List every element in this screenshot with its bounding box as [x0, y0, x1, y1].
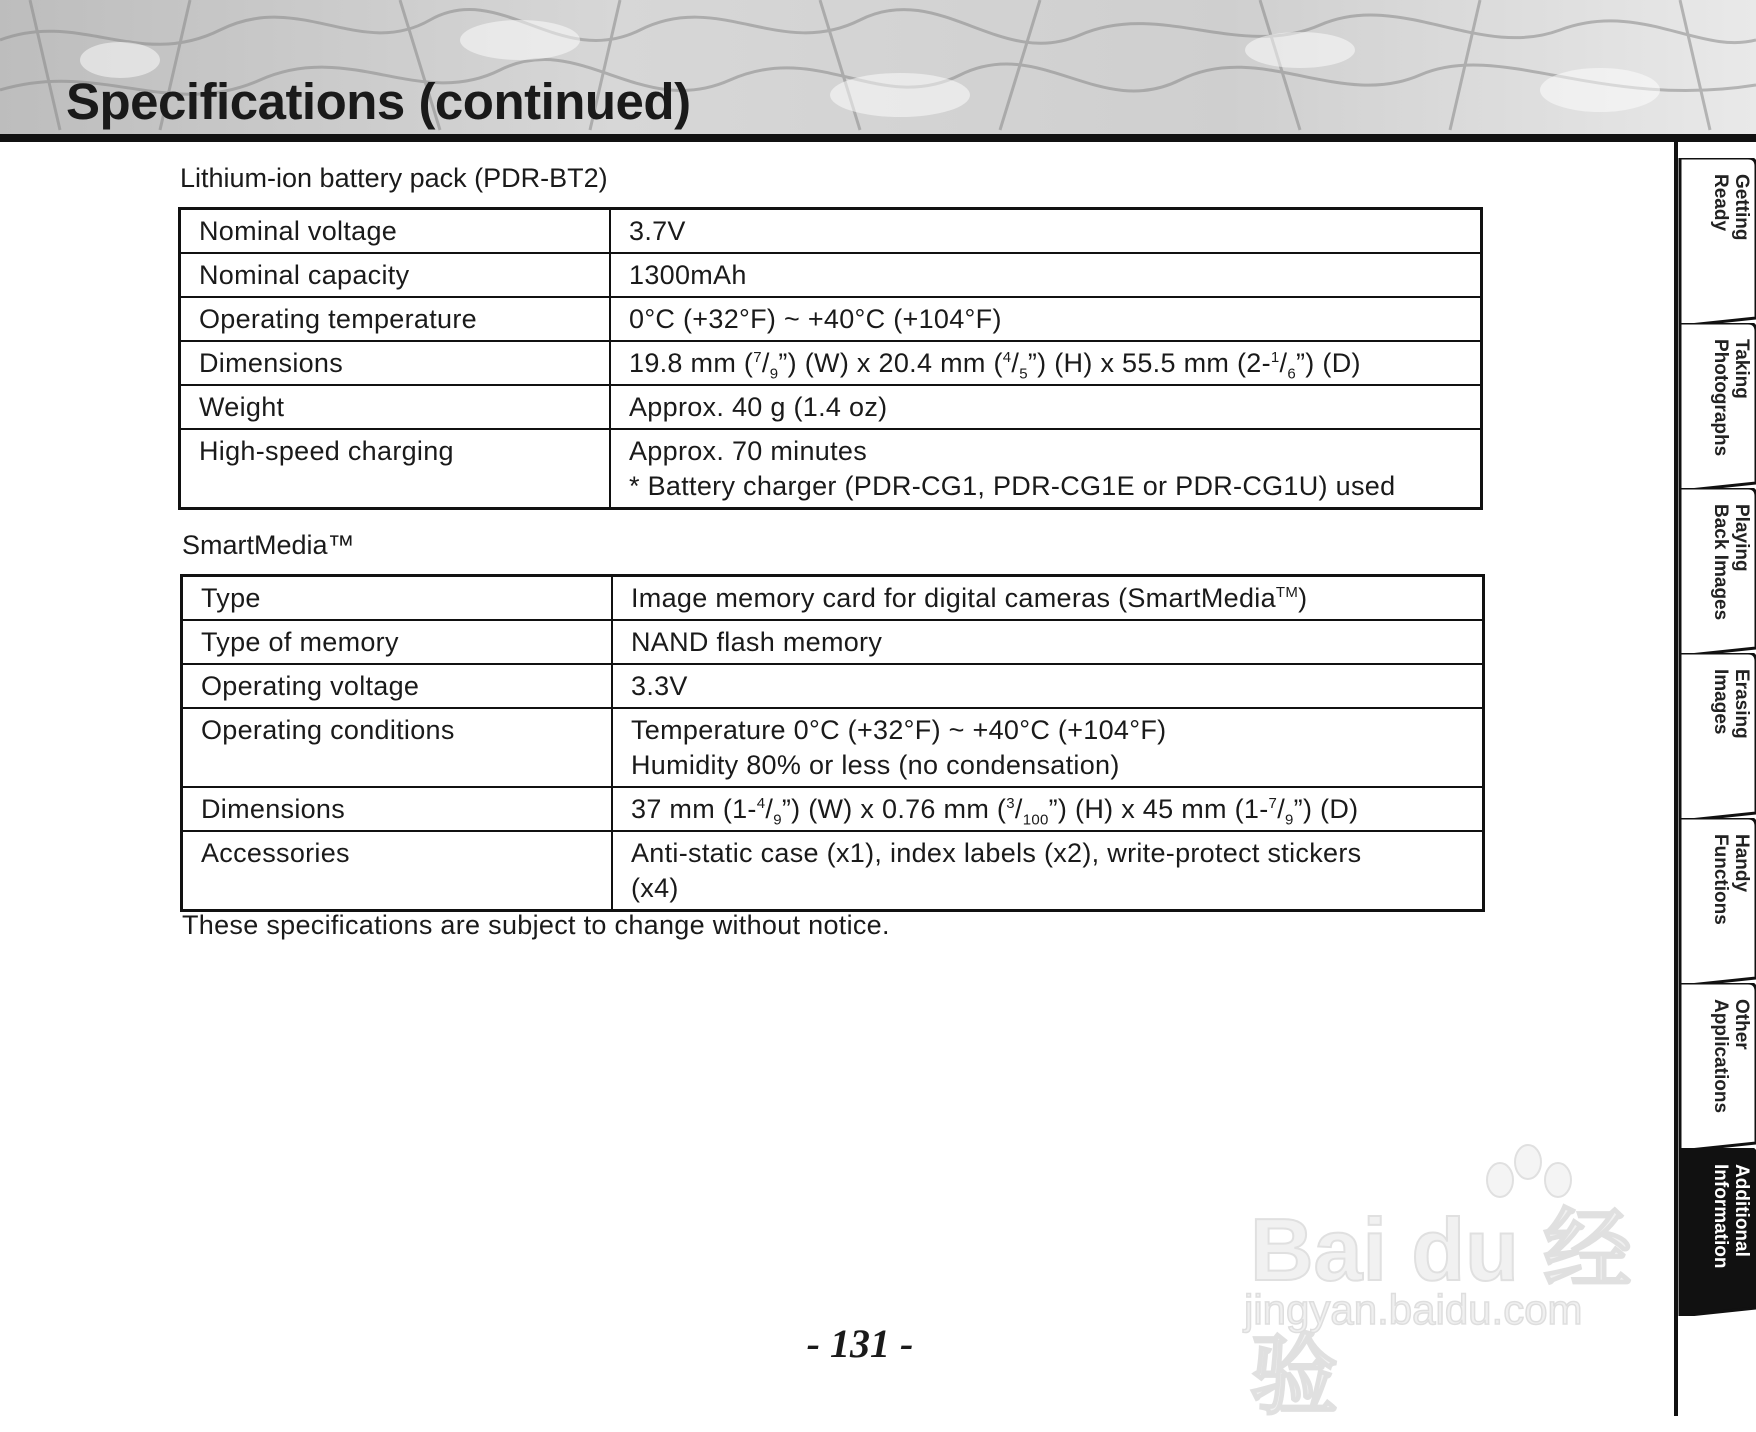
- spec-value: Image memory card for digital cameras (SmartMedia™): [612, 576, 1484, 621]
- table-row: [180, 297, 1482, 341]
- smartmedia-section-title: SmartMedia™: [182, 530, 355, 560]
- spec-value: 3.7V: [610, 209, 1482, 254]
- disclaimer-note: These specifications are subject to change without notice.: [182, 910, 890, 940]
- tab-label: Erasing Images: [1710, 669, 1752, 739]
- spec-label: Type: [182, 576, 613, 621]
- spec-label: Operating temperature: [180, 297, 611, 341]
- table-row: [182, 620, 1484, 664]
- battery-spec-table: [178, 207, 1483, 510]
- tab-taking-photographs[interactable]: [1678, 323, 1756, 483]
- tab-playing-back-images[interactable]: [1678, 488, 1756, 648]
- tab-label: Getting Ready: [1710, 174, 1752, 241]
- table-row: [180, 385, 1482, 429]
- spec-label: Nominal capacity: [180, 253, 611, 297]
- tab-erasing-images[interactable]: [1678, 653, 1756, 813]
- tab-label: Taking Photographs: [1710, 339, 1752, 457]
- tab-label: Playing Back Images: [1710, 504, 1752, 621]
- header-banner: [0, 0, 1756, 134]
- spec-label: Nominal voltage: [180, 209, 611, 254]
- table-row: [182, 576, 1484, 621]
- table-row: [182, 664, 1484, 708]
- spec-value: 19.8 mm $(^7/_9”)$ (W) x 20.4 mm $(^4/_5”)$ (H) x 55.5 mm $(2-^1/_6”)$ (D): [610, 341, 1482, 385]
- table-row: [182, 708, 1484, 787]
- header-rule: [0, 134, 1756, 142]
- watermark-logo-text: Bai du 经验: [1250, 1200, 1632, 1425]
- table-row: [180, 341, 1482, 385]
- spec-value: Anti-static case (x1), index labels (x2), write-protect stickers (x4): [612, 831, 1484, 911]
- spec-value: Approx. 70 minutes * Battery charger (PDR-CG1, PDR-CG1E or PDR-CG1U) used: [610, 429, 1482, 509]
- page-title: Specifications (continued): [66, 73, 691, 130]
- spec-value: 37 mm $(1-^4/_9”)$ (W) x 0.76 mm $(^3/_{100}”)$ (H) x 45 mm $(1-^7/_9”)$ (D): [612, 787, 1484, 831]
- spec-value: Approx. 40 g (1.4 oz): [610, 385, 1482, 429]
- tab-label: Other Applications: [1710, 999, 1752, 1114]
- spec-value: 3.3V: [612, 664, 1484, 708]
- spec-value: 0°C (+32°F) ~ +40°C (+104°F): [610, 297, 1482, 341]
- table-row: [182, 831, 1484, 911]
- smartmedia-spec-table: [180, 574, 1485, 912]
- spec-label: High-speed charging: [180, 429, 611, 509]
- spec-label: Weight: [180, 385, 611, 429]
- spec-value: NAND flash memory: [612, 620, 1484, 664]
- table-row: [180, 429, 1482, 509]
- watermark-url: jingyan.baidu.com: [1244, 1286, 1583, 1333]
- baidu-watermark: [1240, 1140, 1660, 1425]
- spec-label: Dimensions: [180, 341, 611, 385]
- spec-label: Operating conditions: [182, 708, 613, 787]
- tab-label: Additional Information: [1710, 1164, 1752, 1269]
- table-row: [180, 209, 1482, 254]
- spec-label: Operating voltage: [182, 664, 613, 708]
- tab-getting-ready[interactable]: [1678, 158, 1756, 318]
- table-row: [182, 787, 1484, 831]
- tab-additional-information[interactable]: [1678, 1148, 1756, 1308]
- table-row: [180, 253, 1482, 297]
- page-number: - 131 -: [806, 1321, 914, 1366]
- tab-handy-functions[interactable]: [1678, 818, 1756, 978]
- tab-label: Handy Functions: [1710, 834, 1752, 925]
- spec-value: Temperature 0°C (+32°F) ~ +40°C (+104°F) Humidity 80% or less (no condensation): [612, 708, 1484, 787]
- tab-other-applications[interactable]: [1678, 983, 1756, 1143]
- spec-label: Type of memory: [182, 620, 613, 664]
- spec-value: 1300mAh: [610, 253, 1482, 297]
- spec-label: Dimensions: [182, 787, 613, 831]
- spec-label: Accessories: [182, 831, 613, 911]
- battery-section-title: Lithium-ion battery pack (PDR-BT2): [180, 163, 608, 193]
